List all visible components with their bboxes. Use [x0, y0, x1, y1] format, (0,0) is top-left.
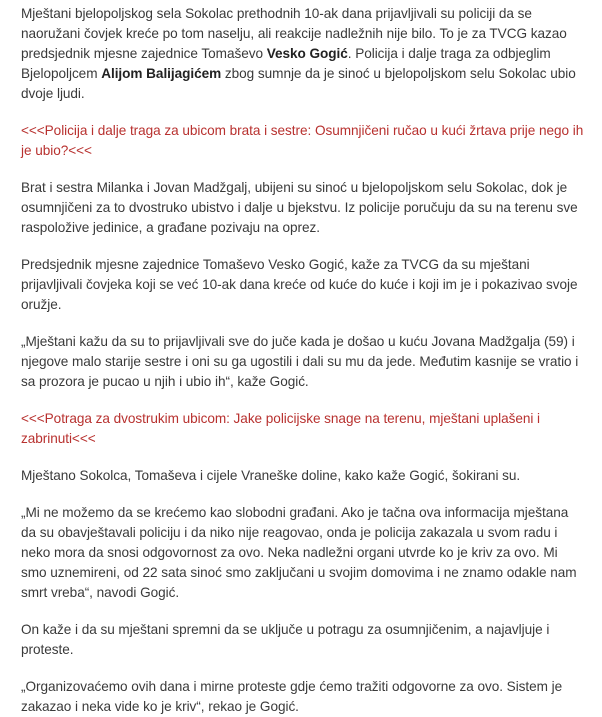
- paragraph-intro: [21, 4, 586, 104]
- intro-text-b: . Policija i dalje traga za odbjeglim Bjelopoljcem: [21, 46, 551, 81]
- paragraph-4-quote: „Mještani kažu da su to prijavljivali sve do juče kada je došao u kuću Jovana Madžgalja (59) i njegove malo starije sestre i oni su ga ugostili i dali su mu da jede. Međutim kasnije se vratio i sa prozora je pucao u njih i ubio ih“, kaže Gogić.: [21, 334, 579, 389]
- paragraph-7: On kaže i da su mještani spremni da se uključe u potragu za osumnjičenim, a najavljuje i proteste.: [21, 622, 550, 657]
- intro-name-alija-balijagic: Alijom Balijagićem: [101, 66, 222, 81]
- related-article-link-2-wrap: [21, 409, 586, 449]
- related-article-link-2[interactable]: <<<Potraga za dvostrukim ubicom: Jake policijske snage na terenu, mještani uplašeni i zabrinuti<<<: [21, 411, 541, 446]
- related-article-link-1[interactable]: <<<Policija i dalje traga za ubicom brata i sestre: Osumnjičeni ručao u kući žrtava prije nego ih je ubio?<<<: [21, 123, 584, 158]
- paragraph-2: Brat i sestra Milanka i Jovan Madžgalj, ubijeni su sinoć u bjelopoljskom selu Sokolac, dok je osumnjičeni za to dvostruko ubistvo i dalje u bjekstvu. Iz policije poručuju da su na terenu sve raspoložive jedinice, a građane pozivaju na oprez.: [21, 180, 578, 235]
- paragraph-6-quote: „Mi ne možemo da se krećemo kao slobodni građani. Ako je tačna ova informacija mještana da su obavještavali policiju i da niko nije reagovao, onda je policija zakazala u svom radu i neko mora da snosi odgovornost za ovo. Neka nadležni organi utvrde ko je kriv za ovo. Mi smo uznemireni, od 22 sata sinoć smo zaključani u svojim domovima i ne znamo odakle nam smrt vreba“, navodi Gogić.: [21, 505, 577, 600]
- intro-text-a: Mještani bjelopoljskog sela Sokolac prethodnih 10-ak dana prijavljivali su policiji da se naoružani čovjek kreće po tom naselju, ali reakcije nadležnih nije bilo. To je za TVCG kazao predsjednik mjesne zajednice Tomaševo: [21, 6, 567, 61]
- paragraph-8-quote: „Organizovaćemo ovih dana i mirne proteste gdje ćemo tražiti odgovorne za ovo. Sistem je zakazao i neka vide ko je kriv“, rekao je Gogić.: [21, 679, 563, 714]
- paragraph-5: Mještano Sokolca, Tomaševa i cijele Vraneške doline, kako kaže Gogić, šokirani su.: [21, 468, 521, 483]
- related-article-link-1-wrap: [21, 121, 586, 161]
- intro-name-vesko-gogic: Vesko Gogić: [266, 46, 348, 61]
- paragraph-3: Predsjednik mjesne zajednice Tomaševo Vesko Gogić, kaže za TVCG da su mještani prijavljivali čovjeka koji se već 10-ak dana kreće od kuće do kuće i koji im je i pokazivao svoje oružje.: [21, 257, 578, 312]
- intro-text-c: zbog sumnje da je sinoć u bjelopoljskom selu Sokolac ubio dvoje ljudi.: [21, 66, 576, 101]
